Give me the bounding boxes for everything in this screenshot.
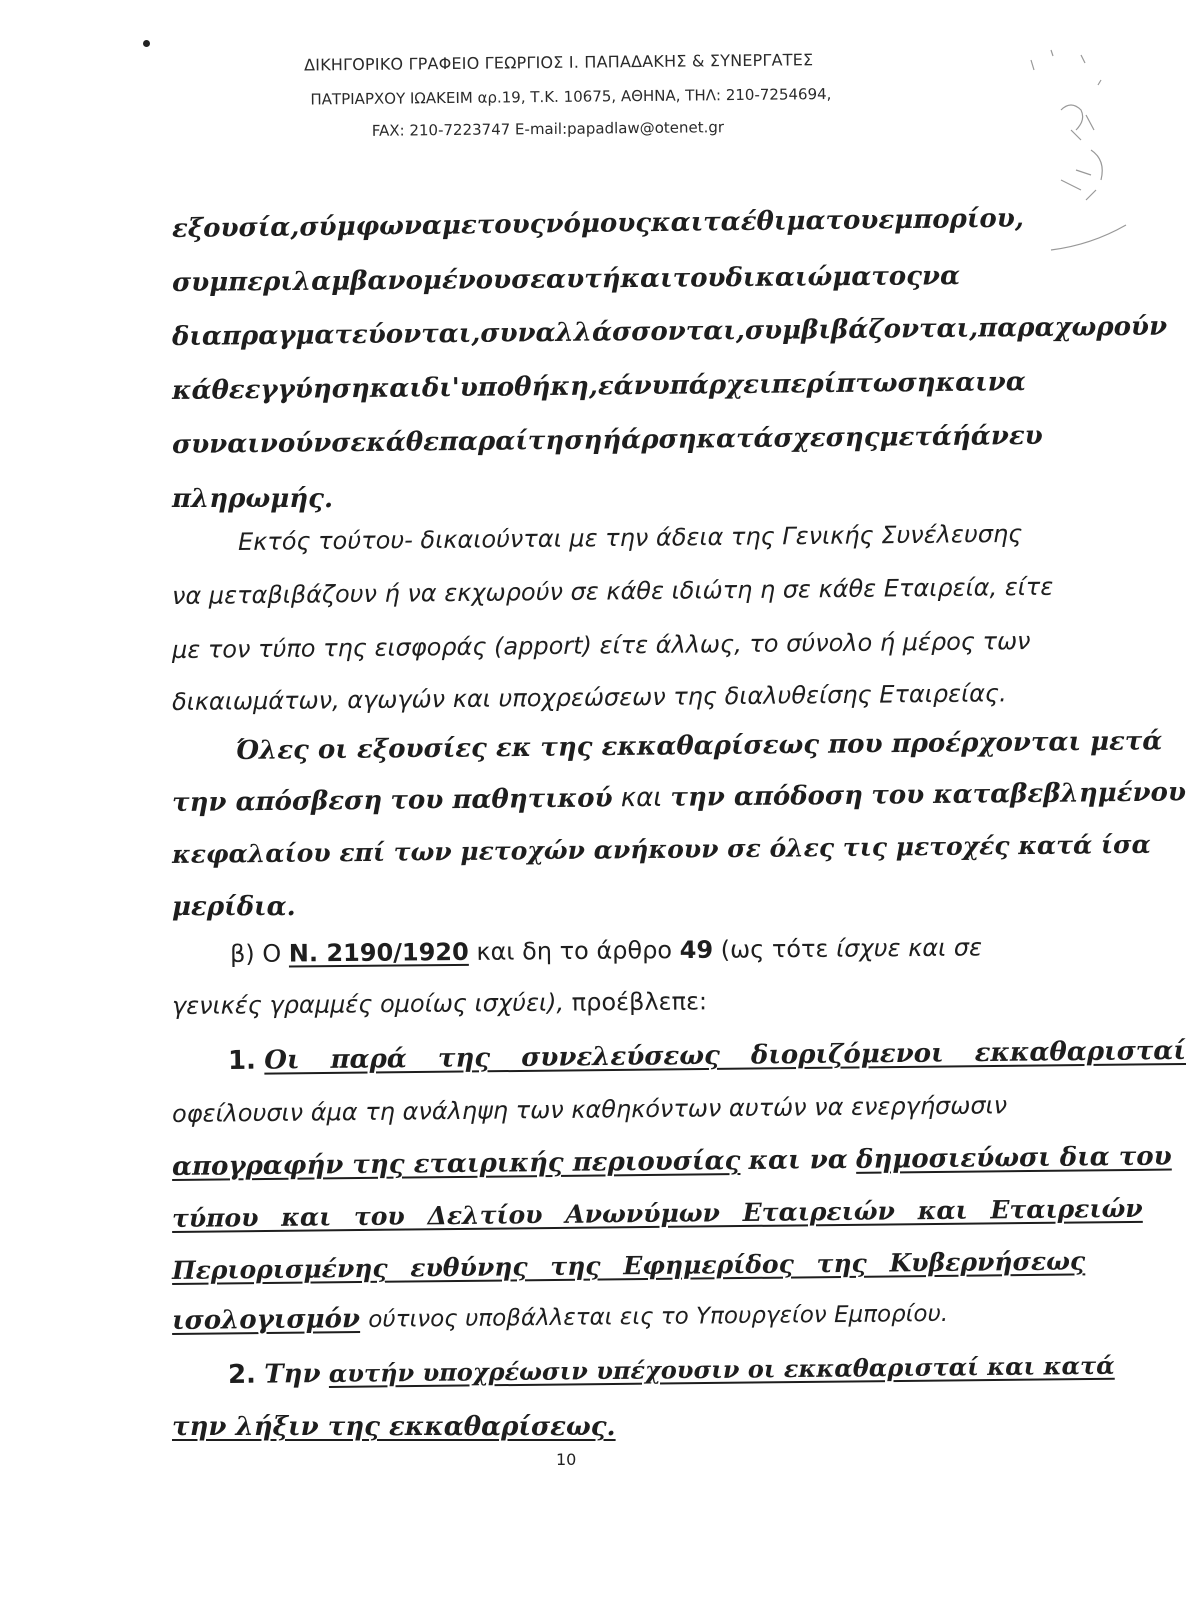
word: κατάσχεσης [696,422,880,455]
word: υπάρχει [651,369,772,401]
word: και [369,373,423,404]
item2-phrase: αυτήν υποχρέωσιν υπέχουσιν οι εκκαθαρισταί και κατά [328,1350,1115,1388]
word: σύμφωνα [299,210,443,243]
item1-phrase: Οι παρά της συνελεύσεως διοριζόμενοι εκκαθαρισταί [264,1035,1186,1076]
word: αυτή [545,264,621,295]
item-number: 1. [227,1045,257,1076]
p3-line3: κεφαλαίου επί των μετοχών ανήκουν σε όλες τις μετοχές κατά ίσα [171,829,1151,869]
word: και [620,263,673,295]
word: μετά [879,421,953,453]
item1-line4: τύπου και του Δελτίου Ανωνύμων Εταιρειών και Εταιρειών [171,1193,1143,1233]
item1-phrase: ισολογισμόν [171,1304,361,1336]
letterhead [260,50,881,141]
item1-line5: Περιορισμένης ευθύνης της Εφημερίδος της Κυβερνήσεως [171,1246,1086,1285]
firm-address: ΠΑΤΡΙΑΡΧΟΥ ΙΩΑΚΕΙΜ αρ.19, Τ.Κ. 10675, ΑΘΗΝΑ, ΤΗΛ: 210-7254694, [310,85,832,109]
p3-phrase: του παθητικού [390,783,613,816]
p4-ischue: ίσχυε και σε [835,933,983,963]
p4-middle: και δη το άρθρο [476,936,673,966]
word: να [921,261,961,292]
word: άρση [621,424,697,456]
p3-line2 [171,777,1186,818]
word: του [825,205,879,237]
word: σε [510,264,547,296]
p1-line5 [171,420,1043,460]
item1-phrase: απογραφήν της εταιρικής περιουσίας [171,1146,741,1182]
p4-line1 [229,933,983,968]
word: δι' [421,372,460,404]
word: πληρωμής. [172,484,334,514]
firm-name: ΔΙΚΗΓΟΡΙΚΟ ΓΡΑΦΕΙΟ ΓΕΩΡΓΙΟΣ Ι. ΠΑΠΑΔΑΚΗΣ & ΣΥΝΕΡΓΑΤΕΣ [303,50,814,75]
word: εγγύηση [244,373,370,406]
word: ή [602,425,622,456]
word: κάθε [171,375,245,406]
word: του [672,263,726,294]
item1-phrase: δημοσιεύωσι δια του [855,1141,1172,1175]
p3-phrase: και [620,782,663,814]
p3-line4: μερίδια. [172,892,296,922]
page-number: 10 [556,1450,577,1469]
item2-line2: την λήξιν της εκκαθαρίσεως. [172,1412,616,1442]
word: υποθήκη, [459,371,599,403]
item1-phrase: ούτινος υποβάλλεται εις το Υπουργείον Εμπορίου. [368,1300,949,1333]
bullet-mark [143,40,150,47]
word: δικαιώματος [725,261,923,294]
word: εξουσία, [171,212,300,244]
p4-prefix: β) Ο [229,939,282,968]
word: περίπτωση [771,368,936,400]
word: εμπορίου, [878,203,1025,236]
word: συναλλάσσονται, [480,316,746,349]
p2-line4: δικαιωμάτων, αγωγών και υποχρεώσεων της διαλυθείσης Εταιρείας. [171,679,1007,716]
word: κάθε [366,427,440,458]
item1-line3 [171,1141,1172,1182]
word: σε [331,427,367,459]
p4-phrase: προέβλεπε: [571,987,708,1017]
word: ή [951,421,971,452]
word: με [441,210,477,241]
p3-line1: Όλες οι εξουσίες εκ της εκκαθαρίσεως που προέρχονται μετά [235,726,1163,766]
p1-line1 [171,203,1025,244]
item1-phrase: και να [748,1144,848,1176]
word: έθιμα [740,206,826,238]
word: και [650,207,704,239]
word: συμπεριλαμβανομένου [171,265,512,298]
p2-line2: να μεταβιβάζουν ή να εκχωρούν σε κάθε ιδιώτη η σε κάθε Εταιρεία, είτε [171,572,1054,610]
p4-line2 [172,985,952,1020]
p4-open: (ως τότε [720,934,829,964]
item2-phrase: Την [264,1359,321,1390]
p4-phrase: γενικές γραμμές ομοίως ισχύει), [171,988,565,1020]
word: παραχωρούν [978,311,1168,344]
word: νόμους [545,208,652,240]
word: τα [703,207,741,238]
p2-line1: Εκτός τούτου- δικαιούνται με την άδεια της Γενικής Συνέλευσης [237,519,1023,556]
p3-phrase: την απόδοση [670,780,864,813]
item1-line6 [172,1298,952,1336]
p2-line3: με τον τύπο της εισφοράς (apport) είτε άλλως, το σύνολο ή μέρος των [171,627,1031,664]
word: συμβιβάζονται, [744,313,979,346]
p1-line6 [172,484,952,514]
p1-line3 [171,311,1168,352]
p3-phrase: την απόσβεση [171,785,383,818]
word: άνευ [970,420,1043,452]
word: διαπραγματεύονται, [171,318,481,352]
p1-line4 [171,367,1026,406]
law-reference: Ν. 2190/1920 [288,937,469,968]
article-number: 49 [679,935,714,965]
item1-line2: οφείλουσιν άμα τη ανάληψη των καθηκόντων αυτών να ενεργήσωσιν [171,1091,1008,1128]
item-number: 2. [227,1359,257,1390]
word: και [935,367,988,399]
item2-line1 [227,1350,1115,1390]
word: εάν [597,370,652,402]
word: παραίτηση [438,425,603,458]
p3-phrase: του καταβεβλημένου [871,777,1186,811]
p1-line2 [171,261,961,298]
word: συναινούν [171,428,332,460]
item1-line1 [227,1035,1186,1076]
word: τους [476,209,546,241]
word: να [987,367,1026,398]
firm-contact: FAX: 210-7223747 E-mail:papadlaw@otenet.gr [371,118,725,140]
